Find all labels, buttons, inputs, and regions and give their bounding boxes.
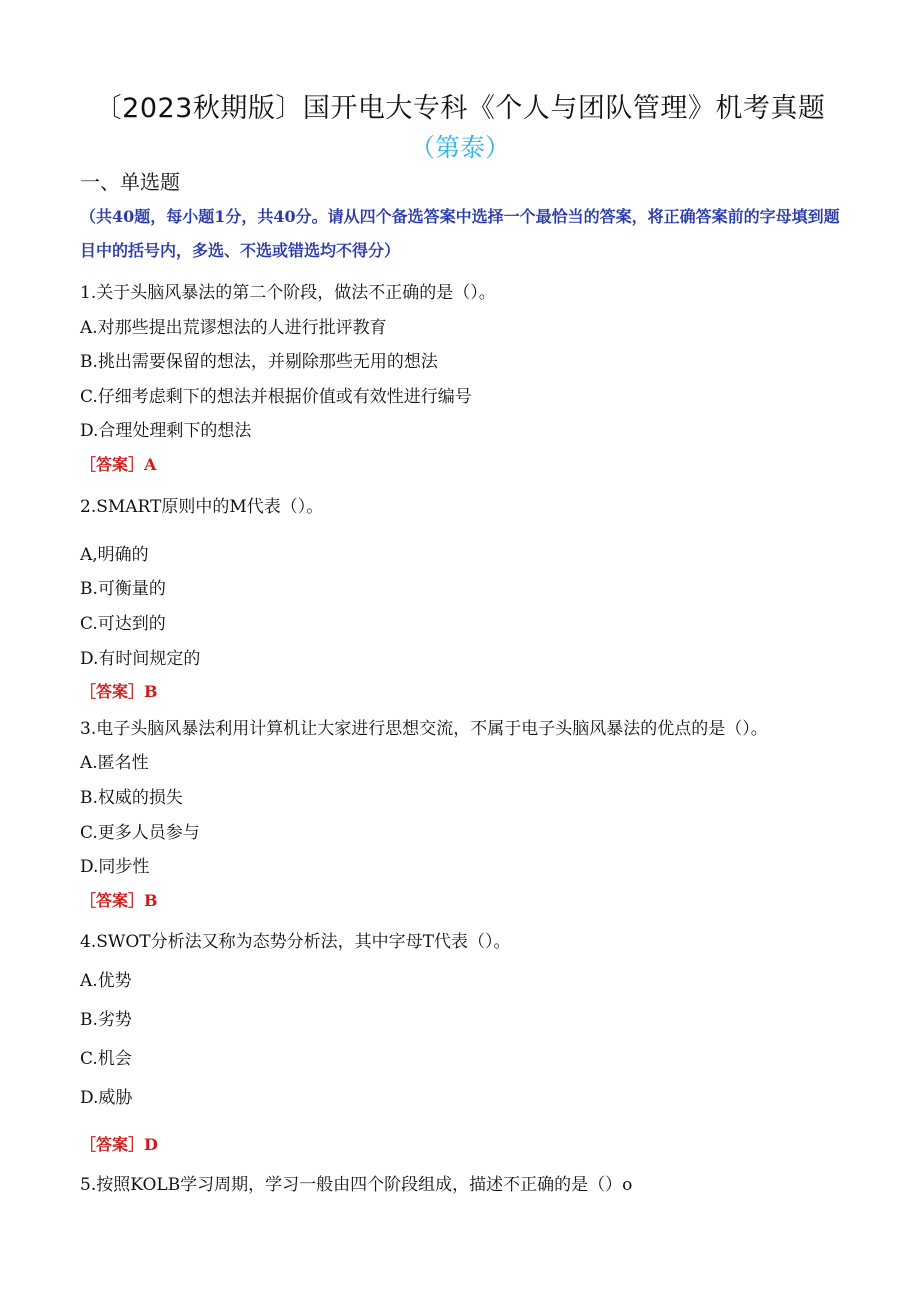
section-heading: 一、单选题 [80,170,180,194]
question-option: D.有时间规定的 [80,649,201,669]
question-option: A,明确的 [80,545,149,565]
question-option: A.优势 [80,971,132,991]
question-option: C.更多人员参与 [80,823,200,843]
question-answer: ［答案］D [80,1135,158,1154]
question-stem: 4.SWOT分析法又称为态势分析法，其中字母T代表（）。 [80,932,511,952]
document-title: 〔2023秋期版〕国开电大专科《个人与团队管理》机考真题 [94,93,826,124]
question-option: A.匿名性 [80,753,149,773]
document-subtitle: （第泰） [409,133,510,162]
question-stem: 2.SMART原则中的M代表（）。 [80,497,324,517]
question-answer: ［答案］A [80,455,157,474]
question-stem: 3.电子头脑风暴法利用计算机让大家进行思想交流，不属于电子头脑风暴法的优点的是（）。 [80,719,768,739]
question-option: B.权威的损失 [80,788,183,808]
question-option: D.威胁 [80,1088,133,1108]
question-option: A.对那些提出荒谬想法的人进行批评教育 [80,318,387,338]
question-option: C.仔细考虑剩下的想法并根据价值或有效性进行编号 [80,387,472,407]
question-option: B.可衡量的 [80,579,166,599]
question-option: D.同步性 [80,857,150,877]
question-stem: 5.按照KOLB学习周期，学习一般由四个阶段组成，描述不正确的是（）o [80,1175,633,1195]
question-option: B.挑出需要保留的想法，并剔除那些无用的想法 [80,352,438,372]
question-answer: ［答案］B [80,682,158,701]
section-instructions: （共40题，每小题1分，共40分。请从四个备选答案中选择一个最恰当的答案，将正确答案前的字母填到题目中的括号内，多选、不选或错选均不得分） [80,207,840,260]
question-option: D.合理处理剩下的想法 [80,421,252,441]
question-option: B.劣势 [80,1010,132,1030]
question-option: C.可达到的 [80,614,166,634]
question-stem: 1.关于头脑风暴法的第二个阶段，做法不正确的是（）。 [80,283,496,303]
question-option: C.机会 [80,1049,132,1069]
question-answer: ［答案］B [80,891,158,910]
